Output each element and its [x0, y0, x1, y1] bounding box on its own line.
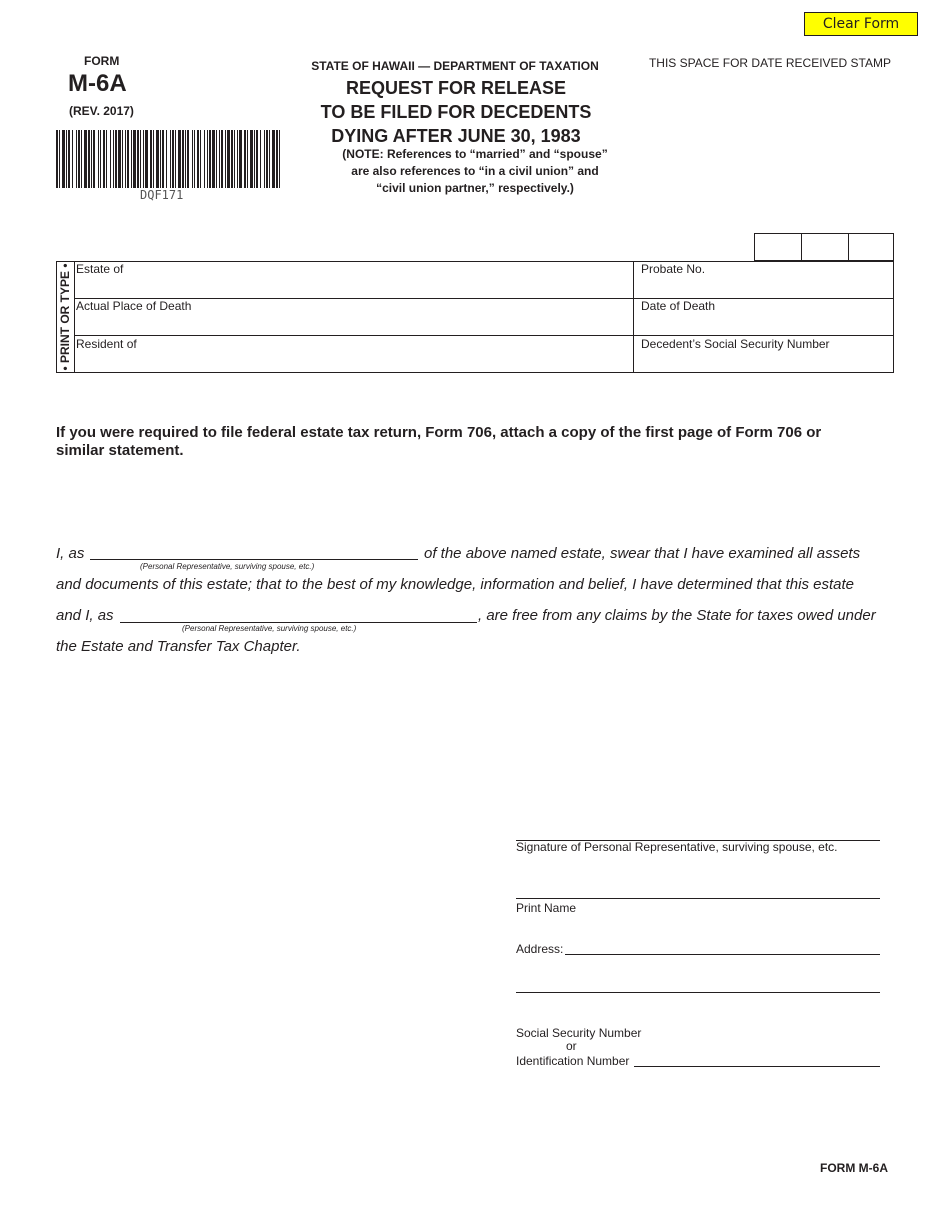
note-line-1: (NOTE: References to “married” and “spouse” [342, 147, 608, 161]
date-of-death-label: Date of Death [641, 299, 716, 313]
form-footer: FORM M-6A [820, 1161, 888, 1175]
estate-of-label: Estate of [76, 262, 124, 276]
form-706-instruction: If you were required to file federal estate tax return, Form 706, attach a copy of the first page of Form 706 or similar statement. [56, 424, 822, 459]
print-name-input[interactable] [516, 898, 880, 899]
declaration-line-4: the Estate and Transfer Tax Chapter. [56, 638, 301, 655]
address-label: Address: [516, 942, 564, 956]
capacity-input-2[interactable] [120, 622, 477, 623]
title-line-2: TO BE FILED FOR DECEDENTS [320, 102, 592, 122]
form-revision: (REV. 2017) [69, 104, 134, 118]
table-row-divider [75, 335, 894, 336]
title-line-3: DYING AFTER JUNE 30, 1983 [331, 126, 581, 146]
decedent-ssn-label: Decedent’s Social Security Number [641, 337, 830, 351]
declaration-line-1-start: I, as [56, 545, 85, 562]
office-use-box-2[interactable] [801, 233, 849, 261]
id-number-input[interactable] [634, 1066, 880, 1067]
estate-of-field[interactable] [76, 262, 631, 298]
agency-name: STATE OF HAWAII — DEPARTMENT OF TAXATION [311, 59, 599, 73]
form-number: M-6A [68, 70, 127, 97]
capacity-caption-2: (Personal Representative, surviving spouse, etc.) [182, 624, 357, 633]
address-input-1[interactable] [565, 954, 880, 955]
resident-of-label: Resident of [76, 337, 137, 351]
declaration-line-2: and documents of this estate; that to the best of my knowledge, information and belief, I have determined that this estate [56, 576, 854, 593]
print-or-type-strip [56, 261, 75, 373]
clear-form-button[interactable]: Clear Form [804, 12, 918, 36]
probate-no-label: Probate No. [641, 262, 706, 276]
note-line-3: “civil union partner,” respectively.) [376, 181, 574, 195]
capacity-caption-1: (Personal Representative, surviving spouse, etc.) [140, 562, 315, 571]
place-of-death-label: Actual Place of Death [76, 299, 192, 313]
form-title [286, 76, 626, 148]
print-name-label: Print Name [516, 901, 577, 915]
note-line-2: are also references to “in a civil union” and [351, 164, 599, 178]
id-number-label: Identification Number [516, 1054, 630, 1068]
place-of-death-field[interactable] [76, 299, 631, 335]
barcode-text: DQF171 [140, 188, 184, 202]
decedent-ssn-field[interactable] [641, 337, 893, 372]
address-input-2[interactable] [516, 992, 880, 993]
or-label: or [566, 1039, 577, 1053]
form-label: FORM [84, 54, 120, 68]
capacity-input-1[interactable] [90, 559, 418, 560]
barcode [56, 130, 280, 188]
title-line-1: REQUEST FOR RELEASE [345, 78, 567, 98]
ssn-label: Social Security Number [516, 1026, 642, 1040]
date-received-stamp-area: THIS SPACE FOR DATE RECEIVED STAMP [648, 56, 892, 70]
signature-label: Signature of Personal Representative, surviving spouse, etc. [516, 840, 838, 854]
declaration-line-3-end: , are free from any claims by the State for taxes owed under [478, 607, 876, 624]
declaration-line-3-start: and I, as [56, 607, 114, 624]
print-or-type-label: • PRINT OR TYPE • [58, 263, 72, 371]
declaration-line-1-end: of the above named estate, swear that I have examined all assets [424, 545, 861, 562]
probate-no-field[interactable] [641, 262, 893, 298]
table-column-divider [633, 261, 634, 373]
office-use-box-3[interactable] [848, 233, 894, 261]
date-of-death-field[interactable] [641, 299, 893, 335]
office-use-box-1[interactable] [754, 233, 802, 261]
form-note [300, 146, 650, 197]
resident-of-field[interactable] [76, 337, 631, 372]
